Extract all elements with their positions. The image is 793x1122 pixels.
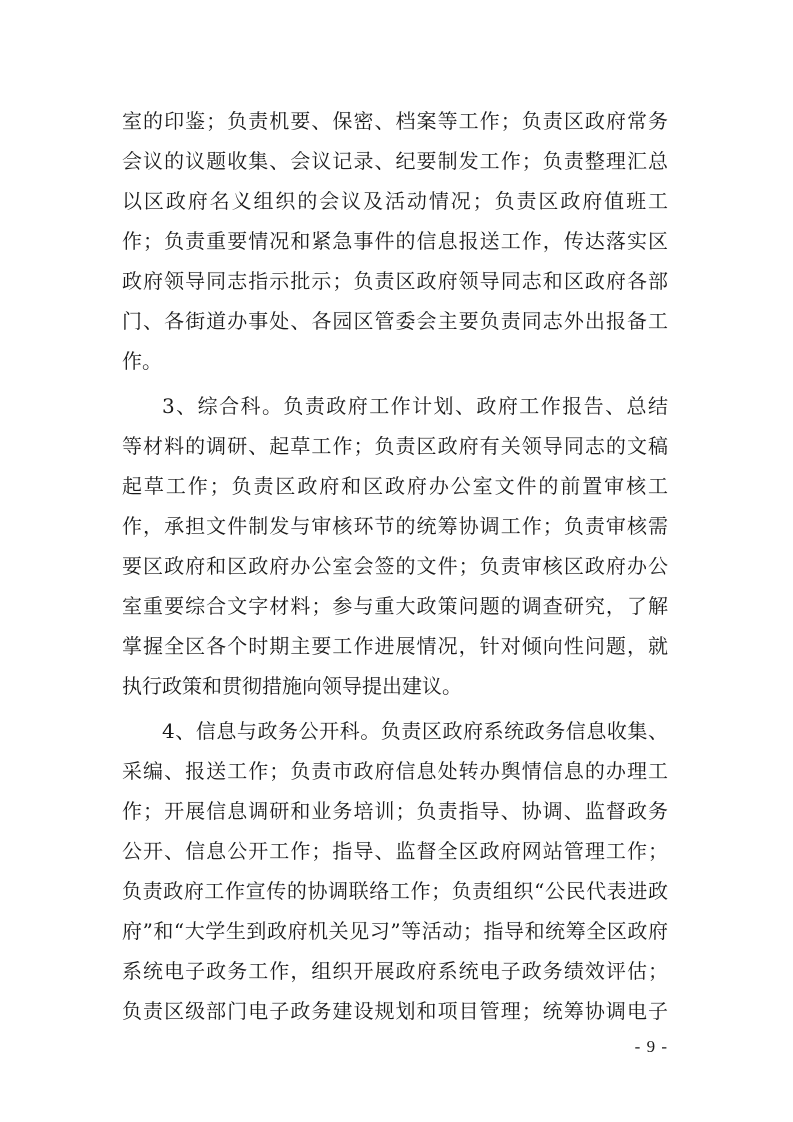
paragraph-line: 政府领导同志指示批示；负责区政府领导同志和区政府各部	[122, 269, 668, 293]
paragraph-line: 要区政府和区政府办公室会签的文件；负责审核区政府办公	[122, 554, 668, 578]
paragraph-line: 负责政府工作宣传的协调联络工作；负责组织“公民代表进政	[122, 879, 668, 903]
paragraph-line: 掌握全区各个时期主要工作进展情况，针对倾向性问题，就	[122, 634, 668, 658]
paragraph-line: 作；开展信息调研和业务培训；负责指导、协调、监督政务	[122, 799, 668, 823]
paragraph-line: 执行政策和贯彻措施向领导提出建议。	[122, 674, 462, 698]
paragraph-line: 采编、报送工作；负责市政府信息处转办舆情信息的办理工	[122, 759, 668, 783]
paragraph-line: 以区政府名义组织的会议及活动情况；负责区政府值班工	[122, 189, 668, 213]
page-number: - 9 -	[634, 1037, 668, 1056]
paragraph-line: 作。	[122, 349, 162, 373]
paragraph-line: 府”和“大学生到政府机关见习”等活动；指导和统筹全区政府	[122, 919, 668, 943]
paragraph-line: 室重要综合文字材料；参与重大政策问题的调查研究，了解	[122, 594, 668, 618]
paragraph-line: 作，承担文件制发与审核环节的统筹协调工作；负责审核需	[122, 514, 668, 538]
paragraph-line: 公开、信息公开工作；指导、监督全区政府网站管理工作；	[122, 839, 668, 863]
paragraph-line: 负责区级部门电子政务建设规划和项目管理；统筹协调电子	[122, 999, 668, 1023]
paragraph-line: 室的印鉴；负责机要、保密、档案等工作；负责区政府常务	[122, 109, 668, 133]
paragraph-line: 会议的议题收集、会议记录、纪要制发工作；负责整理汇总	[122, 149, 668, 173]
paragraph-line: 系统电子政务工作，组织开展政府系统电子政务绩效评估；	[122, 959, 668, 983]
paragraph-line: 作；负责重要情况和紧急事件的信息报送工作，传达落实区	[122, 229, 668, 253]
paragraph-line: 等材料的调研、起草工作；负责区政府有关领导同志的文稿	[122, 434, 668, 458]
section-heading-line: 4、信息与政务公开科。负责区政府系统政务信息收集、	[162, 719, 668, 743]
section-heading-line: 3、综合科。负责政府工作计划、政府工作报告、总结	[162, 394, 668, 418]
paragraph-line: 起草工作；负责区政府和区政府办公室文件的前置审核工	[122, 474, 668, 498]
paragraph-line: 门、各街道办事处、各园区管委会主要负责同志外出报备工	[122, 309, 668, 333]
